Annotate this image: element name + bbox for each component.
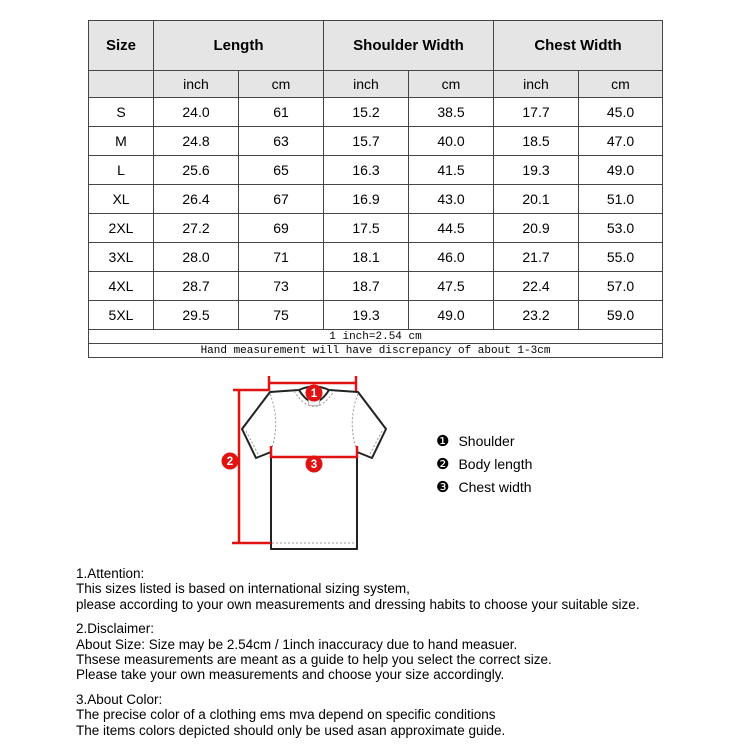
- unit-header: cm: [579, 71, 663, 98]
- col-header-size: Size: [89, 21, 154, 71]
- note-attention: [76, 566, 640, 612]
- value-cell: 67: [239, 185, 324, 214]
- tshirt-measurement-diagram: [218, 368, 430, 564]
- size-cell: XL: [89, 185, 154, 214]
- value-cell: 49.0: [409, 301, 494, 330]
- badge-3: [306, 456, 323, 473]
- legend-label: Shoulder: [458, 433, 515, 449]
- value-cell: 26.4: [154, 185, 239, 214]
- size-cell: 3XL: [89, 243, 154, 272]
- legend-item-shoulder: [436, 434, 532, 449]
- value-cell: 59.0: [579, 301, 663, 330]
- value-cell: 16.3: [324, 156, 409, 185]
- note-line: The precise color of a clothing ems mva depend on specific conditions: [76, 707, 496, 723]
- note-title: 3.About Color:: [76, 691, 163, 707]
- value-cell: 69: [239, 214, 324, 243]
- value-cell: 15.7: [324, 127, 409, 156]
- value-cell: 17.7: [494, 98, 579, 127]
- table-row: [89, 272, 663, 301]
- unit-header: cm: [409, 71, 494, 98]
- value-cell: 75: [239, 301, 324, 330]
- legend-label: Chest width: [458, 479, 532, 495]
- legend-item-body-length: [436, 457, 532, 472]
- col-header-length: Length: [154, 21, 324, 71]
- value-cell: 38.5: [409, 98, 494, 127]
- note-title: 2.Disclaimer:: [76, 621, 155, 637]
- value-cell: 61: [239, 98, 324, 127]
- size-cell: 5XL: [89, 301, 154, 330]
- value-cell: 17.5: [324, 214, 409, 243]
- value-cell: 41.5: [409, 156, 494, 185]
- badge-1: [306, 385, 323, 402]
- footnote-row: [89, 344, 663, 358]
- measurement-legend: [436, 434, 532, 495]
- value-cell: 53.0: [579, 214, 663, 243]
- value-cell: 29.5: [154, 301, 239, 330]
- footnote-inch-cm: 1 inch=2.54 cm: [89, 330, 663, 344]
- note-line: Thsese measurements are meant as a guide to help you select the correct size.: [76, 652, 552, 668]
- value-cell: 65: [239, 156, 324, 185]
- note-line: please according to your own measurements and dressing habits to choose your suitable size.: [76, 596, 640, 612]
- value-cell: 20.9: [494, 214, 579, 243]
- value-cell: 47.0: [579, 127, 663, 156]
- table-header-row: [89, 21, 663, 71]
- value-cell: 24.0: [154, 98, 239, 127]
- value-cell: 18.5: [494, 127, 579, 156]
- circled-one-icon: ❶: [436, 433, 450, 450]
- value-cell: 71: [239, 243, 324, 272]
- note-about-color: [76, 692, 640, 738]
- value-cell: 28.0: [154, 243, 239, 272]
- size-cell: S: [89, 98, 154, 127]
- svg-text:2: 2: [226, 456, 234, 469]
- value-cell: 16.9: [324, 185, 409, 214]
- unit-header: inch: [494, 71, 579, 98]
- size-table: [88, 20, 663, 358]
- col-header-shoulder-width: Shoulder Width: [324, 21, 494, 71]
- value-cell: 43.0: [409, 185, 494, 214]
- badge-2: [222, 453, 239, 470]
- note-line: This sizes listed is based on international sizing system,: [76, 581, 410, 597]
- value-cell: 47.5: [409, 272, 494, 301]
- footnote-hand-measurement: Hand measurement will have discrepancy of about 1-3cm: [89, 344, 663, 358]
- unit-header: cm: [239, 71, 324, 98]
- note-line: Please take your own measurements and choose your size accordingly.: [76, 667, 505, 683]
- svg-text:3: 3: [310, 459, 318, 472]
- value-cell: 63: [239, 127, 324, 156]
- value-cell: 18.7: [324, 272, 409, 301]
- size-cell: 4XL: [89, 272, 154, 301]
- footnote-row: [89, 330, 663, 344]
- table-row: [89, 185, 663, 214]
- unit-header-empty: [89, 71, 154, 98]
- unit-header-row: [89, 71, 663, 98]
- value-cell: 22.4: [494, 272, 579, 301]
- size-cell: M: [89, 127, 154, 156]
- value-cell: 73: [239, 272, 324, 301]
- note-title: 1.Attention:: [76, 566, 145, 581]
- value-cell: 19.3: [494, 156, 579, 185]
- value-cell: 25.6: [154, 156, 239, 185]
- value-cell: 23.2: [494, 301, 579, 330]
- value-cell: 44.5: [409, 214, 494, 243]
- size-cell: 2XL: [89, 214, 154, 243]
- value-cell: 24.8: [154, 127, 239, 156]
- note-line: The items colors depicted should only be used asan approximate guide.: [76, 722, 506, 738]
- note-disclaimer: [76, 621, 640, 683]
- legend-item-chest-width: [436, 480, 532, 495]
- value-cell: 21.7: [494, 243, 579, 272]
- value-cell: 19.3: [324, 301, 409, 330]
- legend-label: Body length: [458, 456, 533, 472]
- value-cell: 55.0: [579, 243, 663, 272]
- table-row: [89, 301, 663, 330]
- value-cell: 20.1: [494, 185, 579, 214]
- table-row: [89, 214, 663, 243]
- value-cell: 40.0: [409, 127, 494, 156]
- value-cell: 45.0: [579, 98, 663, 127]
- note-line: About Size: Size may be 2.54cm / 1inch inaccuracy due to hand measuer.: [76, 636, 518, 652]
- value-cell: 49.0: [579, 156, 663, 185]
- table-row: [89, 127, 663, 156]
- col-header-chest-width: Chest Width: [494, 21, 663, 71]
- unit-header: inch: [324, 71, 409, 98]
- size-cell: L: [89, 156, 154, 185]
- value-cell: 46.0: [409, 243, 494, 272]
- value-cell: 51.0: [579, 185, 663, 214]
- unit-header: inch: [154, 71, 239, 98]
- table-row: [89, 243, 663, 272]
- svg-text:1: 1: [310, 388, 318, 401]
- value-cell: 28.7: [154, 272, 239, 301]
- circled-two-icon: ❷: [436, 456, 450, 473]
- notes-section: [76, 566, 640, 747]
- value-cell: 18.1: [324, 243, 409, 272]
- value-cell: 57.0: [579, 272, 663, 301]
- value-cell: 27.2: [154, 214, 239, 243]
- value-cell: 15.2: [324, 98, 409, 127]
- table-row: [89, 156, 663, 185]
- table-row: [89, 98, 663, 127]
- circled-three-icon: ❸: [436, 479, 450, 496]
